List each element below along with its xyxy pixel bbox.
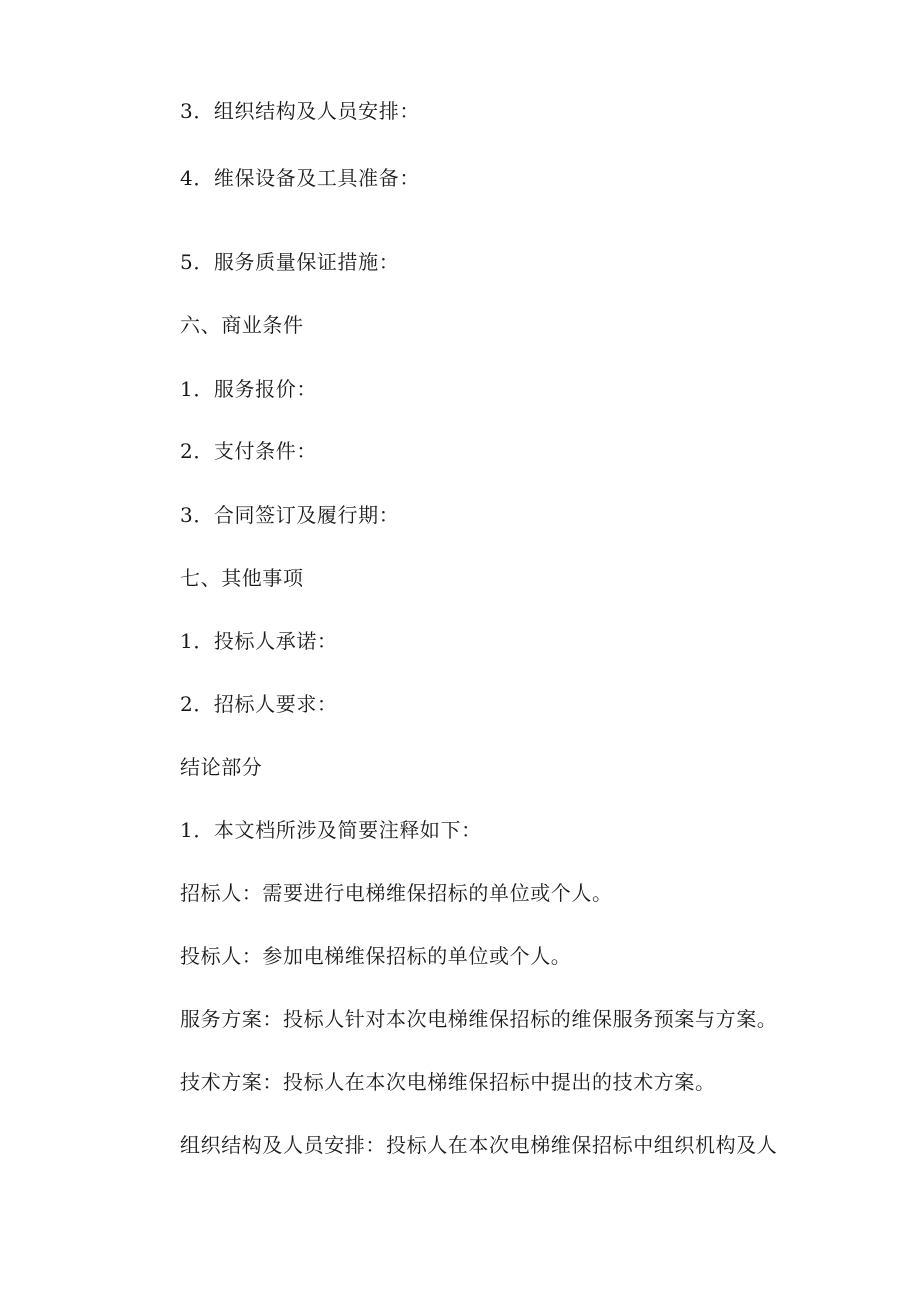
item-1-bidder-commitment: 1．投标人承诺： <box>180 629 338 653</box>
item-3-organization-staffing: 3．组织结构及人员安排： <box>180 99 420 123</box>
section-7-heading: 七、其他事项 <box>180 566 304 590</box>
item-2-tenderer-requirements: 2．招标人要求： <box>180 692 338 716</box>
section-6-heading: 六、商业条件 <box>180 313 304 337</box>
conclusion-heading: 结论部分 <box>180 755 263 779</box>
item-5-quality-assurance: 5．服务质量保证措施： <box>180 250 400 274</box>
item-2-payment-terms: 2．支付条件： <box>180 439 317 463</box>
item-4-equipment-tools: 4．维保设备及工具准备： <box>180 166 420 190</box>
item-3-contract-term: 3．合同签订及履行期： <box>180 503 400 527</box>
item-1-notes-intro: 1．本文档所涉及简要注释如下： <box>180 818 482 842</box>
definition-service-plan: 服务方案：投标人针对本次电梯维保招标的维保服务预案与方案。 <box>180 1007 778 1031</box>
definition-bidder: 投标人：参加电梯维保招标的单位或个人。 <box>180 944 572 968</box>
definition-tenderer: 招标人：需要进行电梯维保招标的单位或个人。 <box>180 881 613 905</box>
definition-organization: 组织结构及人员安排：投标人在本次电梯维保招标中组织机构及人 <box>180 1133 778 1157</box>
definition-technical-plan: 技术方案：投标人在本次电梯维保招标中提出的技术方案。 <box>180 1070 716 1094</box>
item-1-service-quote: 1．服务报价： <box>180 377 317 401</box>
